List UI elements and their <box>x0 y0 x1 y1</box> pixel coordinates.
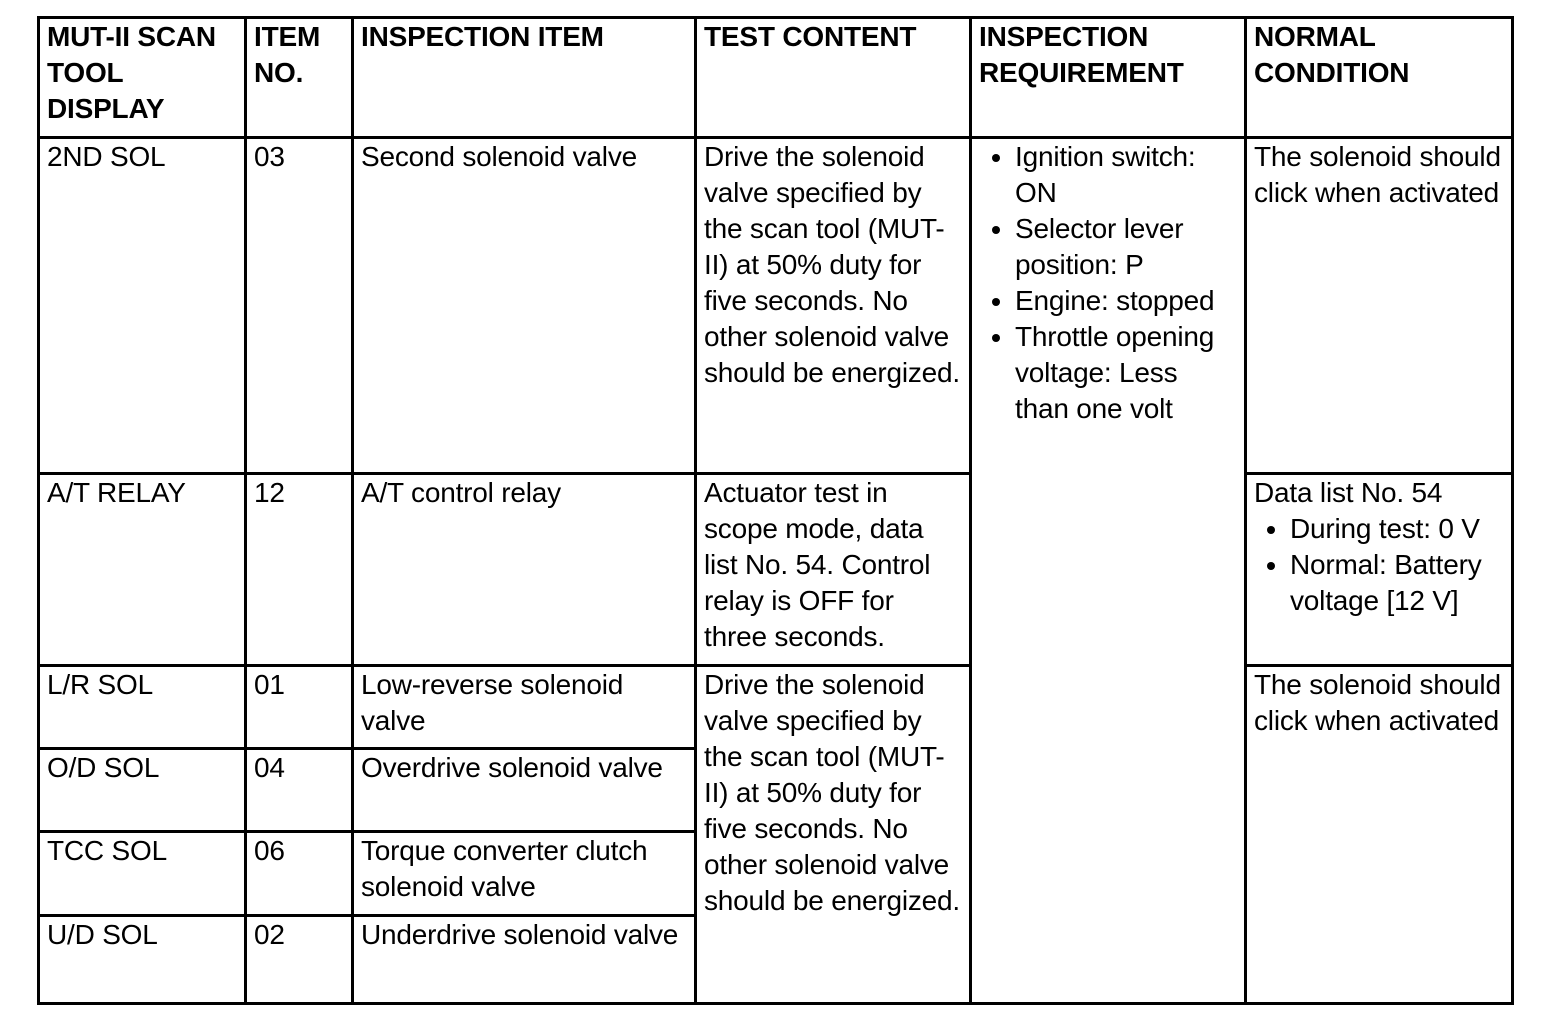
inspection-item-cell: Torque converter clutch solenoid valve <box>353 832 696 916</box>
item-no-cell: 06 <box>246 832 353 916</box>
scan-tool-display-cell: U/D SOL <box>39 916 246 1004</box>
scan-tool-display-cell: L/R SOL <box>39 666 246 749</box>
normal-condition-title: Data list No. 54 <box>1254 477 1443 508</box>
requirement-item: • Engine: stopped <box>1015 283 1238 319</box>
table-row <box>39 474 1513 666</box>
inspection-requirement-list <box>979 139 1238 427</box>
scan-tool-display-cell: A/T RELAY <box>39 474 246 666</box>
requirement-item: • Selector lever position: P <box>1015 211 1238 283</box>
requirement-item: • Ignition switch: ON <box>1015 139 1238 211</box>
table-row <box>39 666 1513 749</box>
header-item-no: ITEM NO. <box>246 18 353 138</box>
normal-condition-list <box>1254 511 1505 619</box>
item-no-cell: 01 <box>246 666 353 749</box>
header-scan-tool-display: MUT-II SCAN TOOL DISPLAY <box>39 18 246 138</box>
actuator-test-table <box>37 16 1514 1005</box>
normal-condition-cell: The solenoid should click when activated <box>1246 666 1513 1004</box>
header-inspection-requirement: INSPECTION REQUIREMENT <box>971 18 1246 138</box>
header-inspection-item: INSPECTION ITEM <box>353 18 696 138</box>
normal-condition-item: • Normal: Battery voltage [12 V] <box>1290 547 1505 619</box>
item-no-cell: 03 <box>246 138 353 474</box>
inspection-item-cell: Low-reverse solenoid valve <box>353 666 696 749</box>
normal-condition-cell: The solenoid should click when activated <box>1246 138 1513 474</box>
requirement-item: • Throttle opening voltage: Less than one volt <box>1015 319 1238 427</box>
header-normal-condition: NORMAL CONDITION <box>1246 18 1513 138</box>
normal-condition-item: • During test: 0 V <box>1290 511 1505 547</box>
inspection-item-cell: A/T control relay <box>353 474 696 666</box>
item-no-cell: 04 <box>246 749 353 832</box>
scan-tool-display-cell: 2ND SOL <box>39 138 246 474</box>
header-row <box>39 18 1513 138</box>
inspection-requirement-cell <box>971 138 1246 1004</box>
test-content-cell: Drive the solenoid valve specified by the scan tool (MUT-II) at 50% duty for five seconds. No other solenoid valve should be energized. <box>696 138 971 474</box>
inspection-item-cell: Underdrive solenoid valve <box>353 916 696 1004</box>
table-row <box>39 138 1513 474</box>
scan-tool-display-cell: TCC SOL <box>39 832 246 916</box>
test-content-cell: Actuator test in scope mode, data list No. 54. Control relay is OFF for three seconds. <box>696 474 971 666</box>
header-test-content: TEST CONTENT <box>696 18 971 138</box>
normal-condition-cell <box>1246 474 1513 666</box>
item-no-cell: 02 <box>246 916 353 1004</box>
item-no-cell: 12 <box>246 474 353 666</box>
inspection-item-cell: Overdrive solenoid valve <box>353 749 696 832</box>
scan-tool-display-cell: O/D SOL <box>39 749 246 832</box>
test-content-cell: Drive the solenoid valve specified by the scan tool (MUT-II) at 50% duty for five seconds. No other solenoid valve should be energized. <box>696 666 971 1004</box>
inspection-item-cell: Second solenoid valve <box>353 138 696 474</box>
